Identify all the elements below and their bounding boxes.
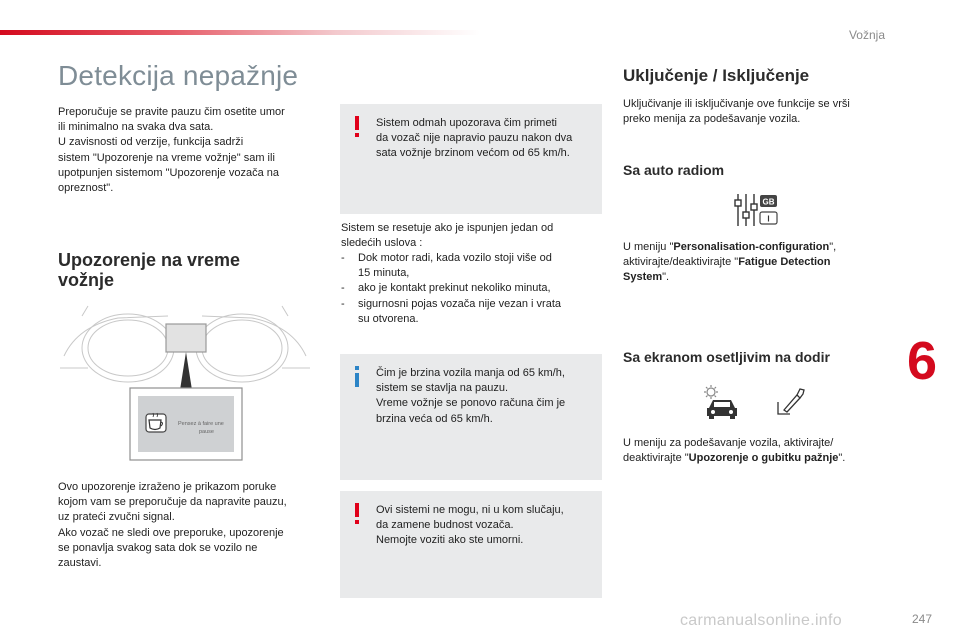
- info-icon: [352, 366, 362, 388]
- language-i-icon: I: [767, 214, 770, 224]
- warning-icon: [352, 116, 362, 138]
- warning-text-pause: Sistem odmah upozorava čim primeti da vozač nije napravio pauzu nakon dva sata vožnje brzinom većom od 65 km/h.: [376, 117, 573, 160]
- warning-icon: [352, 503, 362, 525]
- warning-text-vigilance: Ovi sistemi ne mogu, ni u kom slučaju, da zamene budnost vozača. Nemojte voziti ako ste umorni.: [376, 504, 564, 547]
- page-title: Detekcija nepažnje: [58, 60, 299, 91]
- reset-conditions-list: [341, 251, 603, 327]
- subtitle-driving-time: Upozorenje na vreme vožnje: [58, 250, 241, 290]
- list-item: - ako je kontakt prekinut nekoliko minuta,: [341, 281, 603, 296]
- section-label: Vožnja: [848, 28, 885, 42]
- warning-box-vigilance: [340, 491, 602, 598]
- chapter-number: 6: [907, 331, 938, 391]
- info-text-speed: Čim je brzina vozila manja od 65 km/h, sistem se stavlja na pauzu. Vreme vožnje se ponovo računa čim je brzina veća od 65 km/h.: [376, 367, 566, 425]
- left-intro: Preporučuje se pravite pauzu čim osetite umor ili minimalno na svaka dva sata. U zavisnosti od verzije, funkcija sadrži sistem "Upozorenje na vreme vožnje" sam ili upotpunjen sistemom "Upozorenje vozača na opreznost".: [58, 106, 285, 195]
- section-title-on-off: Uključenje / Isključenje: [623, 66, 810, 85]
- watermark: carmanualsonline.info: [680, 612, 842, 629]
- wrench-settings-icon: [770, 384, 806, 420]
- touchscreen-instructions: U meniju za podešavanje vozila, aktivirajte/ deaktivirajte "Upozorenje o gubitku pažnje".: [623, 437, 846, 465]
- list-item: - Dok motor radi, kada vozilo stoji više od 15 minuta,: [341, 251, 603, 281]
- settings-sliders-icon: [732, 192, 780, 228]
- left-bottom-text: Ovo upozorenje izraženo je prikazom poruke kojom vam se preporučuje da napravite pauzu, uz prateći zvučni signal. Ako vozač ne sledi ove preporuke, upozorenje se ponavlja svakog sata dok se vozilo ne zaustavi.: [58, 481, 287, 570]
- warning-box-pause: [340, 104, 602, 214]
- display-message-line2: pause: [199, 429, 214, 435]
- page-number: 247: [912, 612, 933, 626]
- dashboard-illustration: [58, 296, 312, 464]
- subtitle-radio: Sa auto radiom: [623, 162, 725, 178]
- language-gb-icon: GB: [762, 197, 775, 207]
- pointer-arrow: [180, 352, 192, 390]
- right-intro: Uključivanje ili isključivanje ove funkcije se vrši preko menija za podešavanje vozila.: [623, 98, 850, 126]
- subtitle-touchscreen: Sa ekranom osetljivim na dodir: [623, 349, 830, 365]
- header-accent-bar: [0, 30, 480, 35]
- radio-instructions: U meniju "Personalisation-configuration", aktivirajte/deaktivirajte "Fatigue Detection System".: [623, 241, 837, 284]
- list-item: - sigurnosni pojas vozača nije vezan i vrata su otvorena.: [341, 297, 603, 327]
- reset-intro: Sistem se resetuje ako je ispunjen jedan od sledećih uslova :: [341, 222, 554, 250]
- info-box-speed: [340, 354, 602, 480]
- car-settings-icon: [703, 384, 743, 420]
- display-message-line1: Pensez à faire une: [178, 421, 224, 427]
